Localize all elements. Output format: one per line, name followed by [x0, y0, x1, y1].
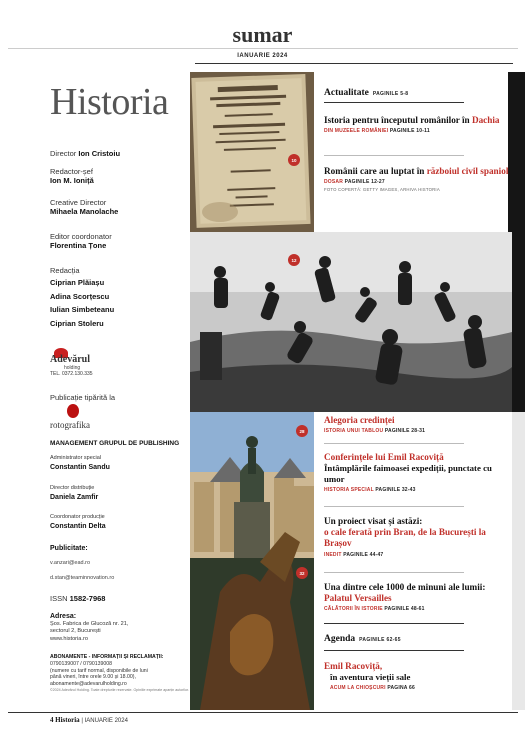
toc-item-alegoria[interactable]: Alegoria credinței ISTORIA UNUI TABLOU PAGINILE 28-31 — [324, 415, 426, 435]
toc-rule — [324, 650, 464, 651]
management-heading: MANAGEMENT GRUPUL DE PUBLISHING — [50, 440, 180, 447]
subscriptions-block: ABONAMENTE - INFORMAȚII ȘI RECLAMAȚII: 0790139007 / 0790139008 (numere cu tarif normal, disponibile de luni până vineri, între orele 9.00 și 18.00), abonamente@adevarulholding.ro — [50, 654, 190, 688]
issue-date: IANUARIE 2024 — [237, 53, 288, 59]
copyright: ©2024 Adevărul Holding. Toate drepturile rezervate. Opiniile exprimate aparțin autorilor. — [50, 688, 190, 692]
old-document-image — [190, 72, 314, 232]
page-footer: 4 Historia | IANUARIE 2024 — [50, 716, 128, 724]
battle-illustration — [190, 232, 512, 412]
issn: ISSN 1582-7968 — [50, 594, 106, 603]
toc-actualitate[interactable]: Actualitate PAGINILE 5-8 — [324, 88, 409, 98]
staff-administrator: Administrator special Constantin Sandu — [50, 455, 110, 472]
page-badge: 12 — [288, 254, 300, 266]
section-title: sumar — [232, 22, 293, 47]
toc-rule — [324, 443, 464, 444]
toc-rule — [324, 102, 464, 103]
statue-illustration — [190, 412, 314, 710]
adevarul-holding-logo: Adevărul holding — [50, 348, 110, 374]
battle-photo — [190, 232, 512, 412]
staff-editor-in-chief: Redactor-șef Ion M. Ioniță — [50, 167, 94, 186]
footer-date: IANUARIE 2024 — [84, 718, 128, 724]
toc-rule — [324, 572, 464, 573]
page-badge: 32 — [296, 567, 308, 579]
staff-coordinator: Editor coordonator Florentina Țone — [50, 232, 112, 251]
magazine-title: Historia — [50, 81, 169, 123]
toc-item-racovita-now[interactable]: Emil Racoviță, în aventura vieții sale ACUM LA CHIOȘCURI PAGINA 66 — [324, 661, 415, 691]
staff-newsroom: Redacția Ciprian Plăiașu Adina Scorțescu Iulian Simbeteanu Ciprian Stoleru — [50, 266, 115, 328]
advertising-email[interactable]: v.anzari@ead.ro — [50, 559, 91, 566]
staff-production: Coordonator producție Constantin Delta — [50, 514, 106, 531]
toc-item-dachia[interactable]: Istoria pentru începutul românilor în Dachia DIN MUZEELE ROMÂNIEI PAGINILE 10-11 — [324, 115, 500, 135]
toc-rule — [324, 506, 464, 507]
publisher-phone: TEL. 0372.130.335 — [50, 371, 93, 377]
right-edge-strip — [512, 412, 525, 710]
footer-brand: Historia — [55, 716, 80, 724]
toc-item-versailles[interactable]: Una dintre cele 1000 de minuni ale lumii: Palatul Versailles CĂLĂTORII ÎN ISTORIE PAGINILE 48-61 — [324, 582, 486, 613]
advertising-block: Publicitate: v.anzari@ead.ro d.stan@teaminnovation.ro — [50, 545, 115, 581]
toc-rule — [324, 623, 464, 624]
page-badge: 10 — [288, 154, 300, 166]
top-rule — [8, 48, 518, 49]
toc-item-railway-bran[interactable]: Un proiect visat și astăzi: o cale ferată prin Bran, de la București la Brașov INEDIT PAGINILE 44-47 — [324, 516, 486, 558]
page-number: 4 — [50, 716, 54, 724]
document-illustration — [190, 72, 314, 232]
rotografika-logo: rotografika — [50, 404, 120, 434]
address-block: Adresa: Șos. Fabrica de Glucoză nr. 21, sectorul 2, București www.historia.ro — [50, 612, 190, 643]
toc-rule — [324, 155, 464, 156]
header-rule — [195, 63, 513, 64]
statue-photo — [190, 412, 314, 710]
rotografika-mark-icon — [67, 404, 79, 418]
page-badge: 28 — [296, 425, 308, 437]
printed-at-label: Publicație tipărită la — [50, 393, 116, 402]
cover-photo-credit: FOTO COPERTĂ: GETTY IMAGES, ARHIVA HISTORIA — [324, 187, 440, 193]
subscriptions-email[interactable]: abonamente@adevarulholding.ro — [50, 681, 127, 687]
staff-creative-director: Creative Director Mihaela Manolache — [50, 198, 119, 217]
advertising-email[interactable]: d.stan@teaminnovation.ro — [50, 574, 115, 581]
toc-item-spanish-civil-war[interactable]: Românii care au luptat în războiul civil spaniol DOSAR PAGINILE 12-27 FOTO COPERTĂ: GETTY IMAGES, ARHIVA HISTORIA — [324, 166, 509, 193]
staff-distribution: Director distribuție Daniela Zamfir — [50, 485, 99, 502]
staff-director: Director Ion Cristoiu — [50, 149, 121, 158]
toc-item-racovita-conferences[interactable]: Conferințele lui Emil Racoviță Întâmplările faimoasei expediții, punctate cu umor HISTORIA SPECIAL PAGINILE 32-43 — [324, 452, 492, 493]
footer-rule — [8, 712, 518, 713]
website-link[interactable]: www.historia.ro — [50, 635, 88, 642]
toc-agenda[interactable]: Agenda PAGINILE 62-65 — [324, 634, 401, 644]
